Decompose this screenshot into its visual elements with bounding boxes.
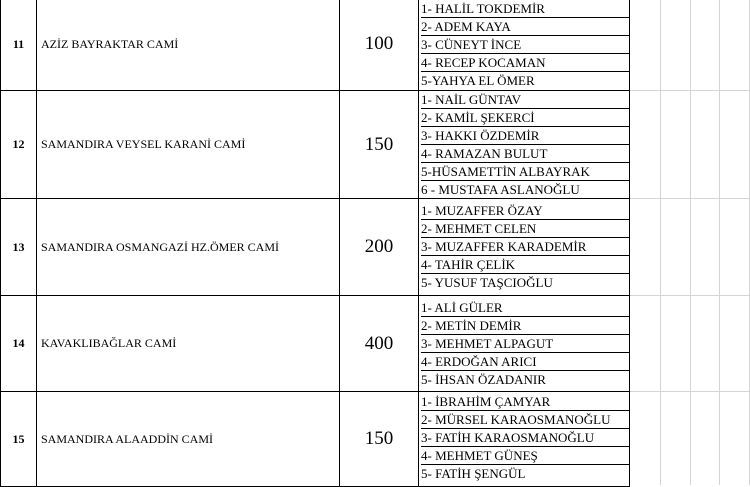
list-item[interactable]: 2- KAMİL ŞEKERCİ: [421, 109, 629, 127]
capacity[interactable]: 150: [340, 392, 419, 486]
table-row[interactable]: [0, 392, 630, 487]
table-row[interactable]: [0, 296, 630, 392]
row-number[interactable]: 13: [0, 199, 37, 295]
list-item[interactable]: 3- CÜNEYT İNCE: [421, 36, 629, 54]
list-item[interactable]: 4- ERDOĞAN ARICI: [421, 353, 629, 371]
list-item[interactable]: 3- MEHMET ALPAGUT: [421, 335, 629, 353]
list-item[interactable]: 5- YUSUF TAŞCIOĞLU: [421, 275, 553, 290]
gridline: [660, 0, 661, 485]
table-row[interactable]: [0, 199, 630, 296]
list-item[interactable]: 4- TAHİR ÇELİK: [421, 256, 629, 274]
list-item[interactable]: 6 - MUSTAFA ASLANOĞLU: [421, 182, 580, 197]
mosque-name[interactable]: SAMANDIRA OSMANGAZİ HZ.ÖMER CAMİ: [37, 199, 340, 295]
list-item[interactable]: 2- MÜRSEL KARAOSMANOĞLU: [421, 411, 629, 429]
capacity[interactable]: 400: [340, 296, 419, 391]
list-item[interactable]: 3- HAKKI ÖZDEMİR: [421, 127, 629, 145]
gridline: [630, 90, 750, 91]
list-item[interactable]: 4- RECEP KOCAMAN: [421, 54, 629, 72]
list-item[interactable]: 1- HALİL TOKDEMİR: [421, 0, 629, 18]
staff-list[interactable]: [419, 199, 630, 295]
staff-list[interactable]: [419, 296, 630, 391]
mosque-name[interactable]: KAVAKLIBAĞLAR CAMİ: [37, 296, 340, 391]
list-item[interactable]: 3- FATİH KARAOSMANOĞLU: [421, 429, 629, 447]
staff-list[interactable]: [419, 91, 630, 198]
mosque-name[interactable]: SAMANDIRA VEYSEL KARANİ CAMİ: [37, 91, 340, 198]
gridline: [690, 0, 691, 485]
list-item[interactable]: 2- METİN DEMİR: [421, 317, 629, 335]
staff-list[interactable]: [419, 0, 630, 90]
mosque-name[interactable]: SAMANDIRA ALAADDİN CAMİ: [37, 392, 340, 486]
row-number[interactable]: 12: [0, 91, 37, 198]
gridline: [630, 198, 750, 199]
table-row[interactable]: [0, 0, 630, 91]
row-number[interactable]: 11: [0, 0, 37, 90]
list-item[interactable]: 1- İBRAHİM ÇAMYAR: [421, 393, 629, 411]
staff-list[interactable]: [419, 392, 630, 486]
list-item[interactable]: 5- FATİH ŞENGÜL: [421, 466, 526, 481]
list-item[interactable]: 1- NAİL GÜNTAV: [421, 91, 629, 109]
list-item[interactable]: 3- MUZAFFER KARADEMİR: [421, 238, 629, 256]
gridline: [630, 391, 750, 392]
list-item[interactable]: 1- MUZAFFER ÖZAY: [421, 202, 629, 220]
gridline: [719, 0, 720, 485]
capacity[interactable]: 150: [340, 91, 419, 198]
list-item[interactable]: 1- ALİ GÜLER: [421, 299, 629, 317]
row-number[interactable]: 15: [0, 392, 37, 486]
capacity[interactable]: 200: [340, 199, 419, 295]
list-item[interactable]: 5- İHSAN ÖZADANIR: [421, 372, 546, 387]
capacity[interactable]: 100: [340, 0, 419, 90]
list-item[interactable]: 5-HÜSAMETTİN ALBAYRAK: [421, 163, 629, 181]
list-item[interactable]: 2- ADEM KAYA: [421, 18, 629, 36]
list-item[interactable]: 5-YAHYA EL ÖMER: [421, 73, 535, 88]
gridline: [630, 295, 750, 296]
row-number[interactable]: 14: [0, 296, 37, 391]
mosque-name[interactable]: AZİZ BAYRAKTAR CAMİ: [37, 0, 340, 90]
table-row[interactable]: [0, 91, 630, 199]
list-item[interactable]: 4- MEHMET GÜNEŞ: [421, 447, 629, 465]
list-item[interactable]: 4- RAMAZAN BULUT: [421, 145, 629, 163]
list-item[interactable]: 2- MEHMET CELEN: [421, 220, 629, 238]
